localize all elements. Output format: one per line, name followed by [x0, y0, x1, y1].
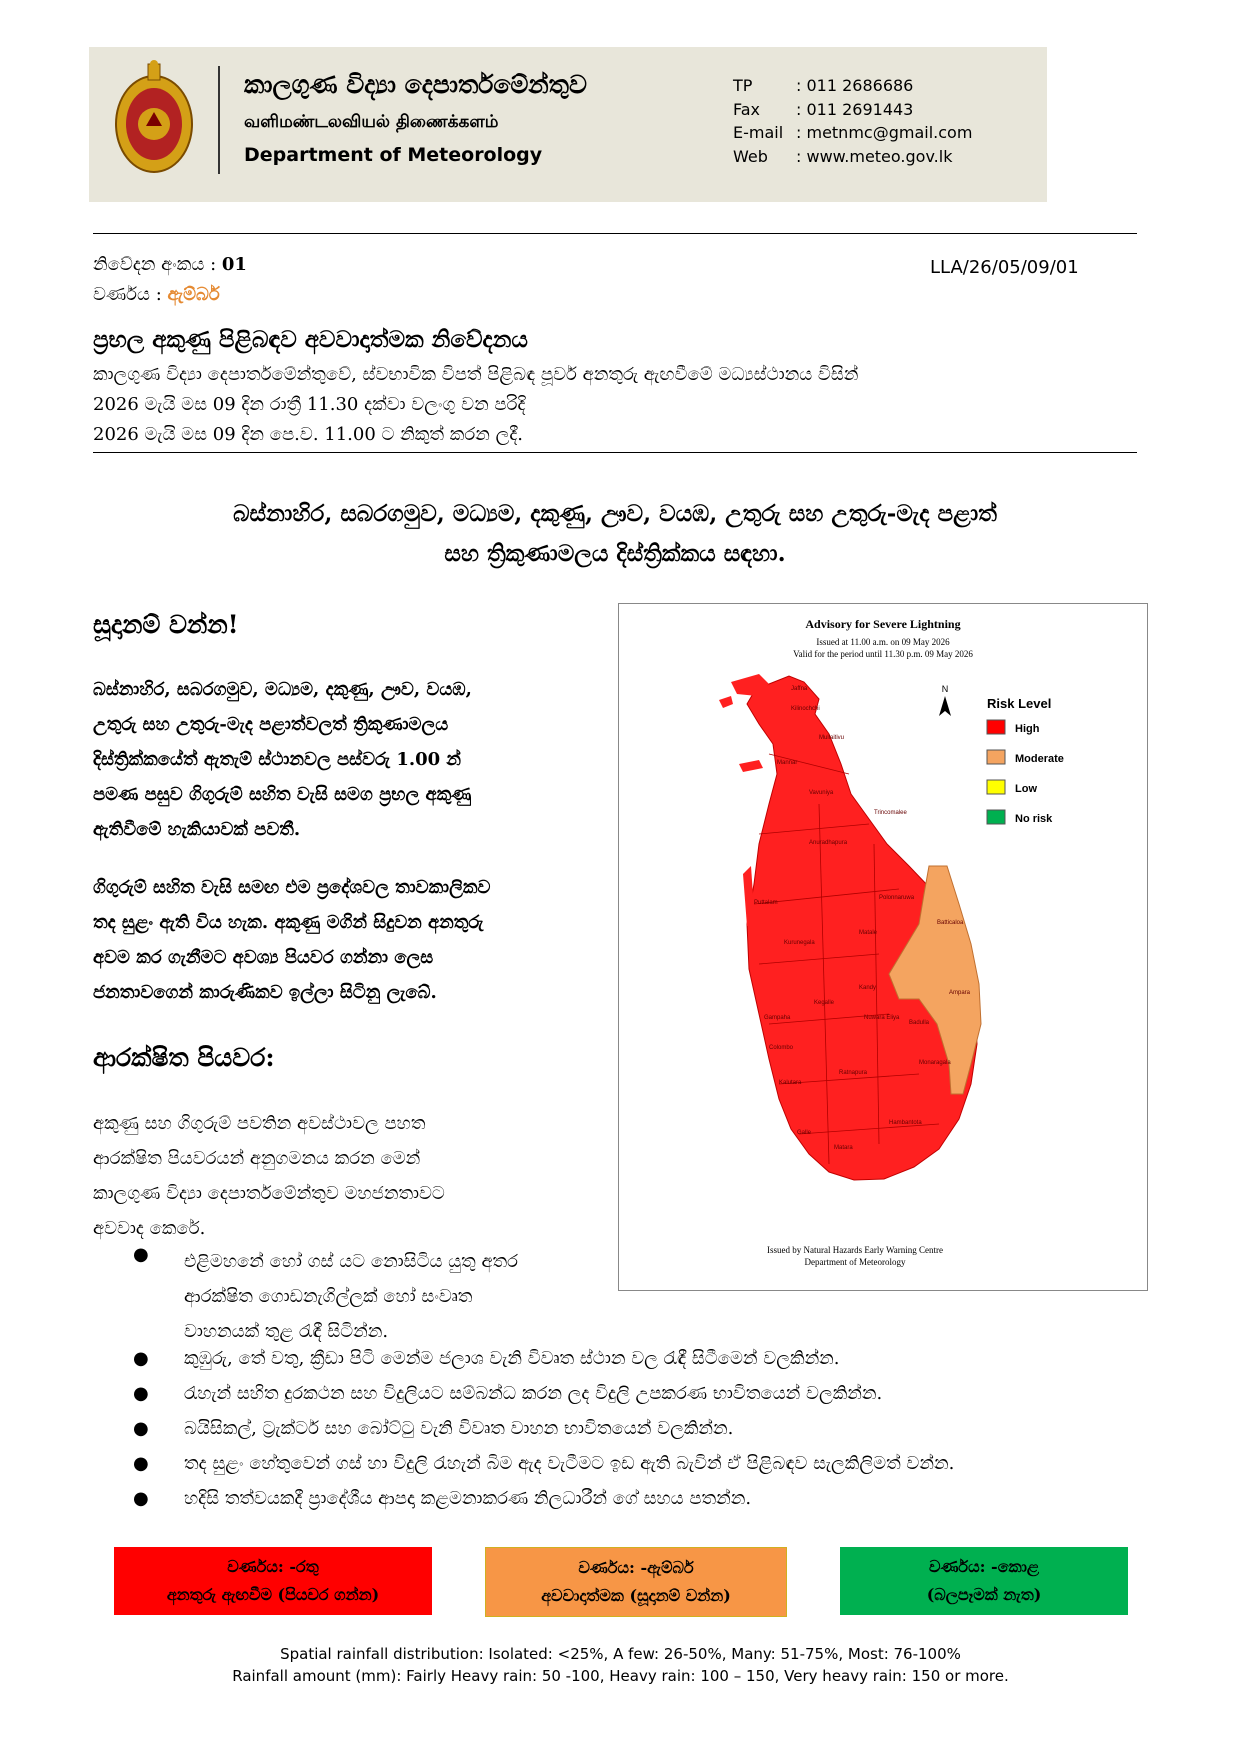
district-label: Badulla — [909, 1020, 930, 1026]
bullet-item: හදිසි තත්වයකදී ප්‍රාදේශීය ආපදා කළමනාකරණ නිලධාරීන් ගේ සහය පතන්න. — [184, 1488, 752, 1509]
legend-amber-line1: වර්ණය: -ඇම්බර් — [578, 1558, 694, 1577]
map-legend — [987, 720, 1064, 825]
footer-distribution: Spatial rainfall distribution: Isolated: <25%, A few: 26-50%, Many: 51-75%, Most: 76-100% — [280, 1645, 961, 1663]
contact-web[interactable]: : www.meteo.gov.lk — [796, 146, 953, 166]
bullet-line: එළිමහනේ හෝ ගස් යට නොසිටිය යුතු අතර — [184, 1251, 519, 1272]
paragraph-forecast — [93, 672, 591, 847]
legend-swatch-low — [987, 780, 1005, 794]
district-label: Mullaitivu — [819, 735, 845, 741]
notice-issued: 2026 මැයි මස 09 දින පෙ.ව. 11.00 ට නිකුත් කරන ලදී. — [93, 424, 524, 445]
bullet-icon: ● — [133, 1453, 149, 1474]
district-label: Vavuniya — [809, 790, 834, 796]
legend-label: Moderate — [1015, 753, 1064, 765]
paragraph-line: ආරක්ෂිත පියවරයන් අනුගමනය කරන මෙන් — [93, 1148, 421, 1169]
map-valid: Valid for the period until 11.30 p.m. 09 May 2026 — [793, 649, 973, 659]
district-label: Trincomalee — [874, 810, 907, 816]
header-divider — [218, 66, 220, 174]
contact-email[interactable]: : metnmc@gmail.com — [796, 123, 973, 142]
paragraph-line: අවම කර ගැනීමට අවශ්‍ය පියවර ගන්නා ලෙස — [93, 947, 434, 968]
heading-measures: ආරක්ෂිත පියවර: — [93, 1043, 275, 1072]
paragraph-advice — [93, 1106, 591, 1246]
district-label: Monaragala — [919, 1060, 951, 1066]
contact-fax: : 011 2691443 — [796, 99, 914, 119]
legend-swatch-moderate — [987, 750, 1005, 764]
district-label: Batticaloa — [937, 920, 964, 926]
contact-phone: : 011 2686686 — [796, 76, 914, 95]
district-label: Kurunegala — [784, 940, 815, 946]
district-label: Ratnapura — [839, 1070, 868, 1076]
legend-label: No risk — [1015, 813, 1053, 825]
paragraph-line: අකුණු සහ ගිගුරුම් පවතින අවස්ථාවල පහත — [93, 1113, 426, 1134]
contact-block — [733, 74, 972, 168]
notice-title: ප්‍රභල අකුණු පිළිබඳව අවවාදාත්මක නිවේදනය — [93, 326, 528, 353]
paragraph-warning — [93, 870, 591, 1010]
notice-subtitle-1: කාලගුණ විද්‍යා දෙපාර්තමේන්තුවේ, ස්වභාවික විපත් පිළිබඳ පූර්ව අනතුරු ඇඟවීමේ මධ්‍යස්ථානය විසින් — [93, 364, 859, 385]
legend-label: Low — [1015, 783, 1037, 795]
lightning-risk-map — [618, 603, 1148, 1291]
map-issued: Issued at 11.00 a.m. on 09 May 2026 — [816, 637, 950, 647]
bullet-icon: ● — [133, 1383, 149, 1404]
mannar-islet — [739, 760, 763, 772]
notice-color-value: ඇම්බර් — [167, 284, 220, 305]
district-label: Kilinochchi — [791, 706, 820, 712]
bullet-icon: ● — [133, 1418, 149, 1439]
legend-title: Risk Level — [987, 696, 1052, 711]
footer-amount: Rainfall amount (mm): Fairly Heavy rain: 50 -100, Heavy rain: 100 – 150, Very heavy rain: 150 or more. — [232, 1667, 1009, 1685]
district-label: Galle — [797, 1130, 812, 1136]
bullet-item: රැහැන් සහිත දුරකථන සහ විදුලියට සම්බන්ධ කරන ලද විදුලි උපකරණ භාවිතයෙන් වලකින්න. — [184, 1383, 883, 1404]
bullet-line: ආරක්ෂිත ගොඩනැගිල්ලක් හෝ සංවෘත — [184, 1286, 473, 1307]
contact-key: Fax — [733, 99, 761, 119]
heading-attention: සූදානම් වන්න! — [93, 610, 239, 639]
paragraph-line: කාලගුණ විද්‍යා දෙපාර්තමේන්තුව මහජනතාවට — [93, 1183, 445, 1204]
bullet-icon: ● — [133, 1244, 149, 1265]
region-line-2: සහ ත්‍රිකුණාමලය දිස්ත්‍රික්කය සඳහා. — [444, 540, 786, 567]
map-canvas — [619, 604, 1147, 1290]
bullet-icon: ● — [133, 1348, 149, 1369]
district-label: Colombo — [769, 1045, 794, 1051]
paragraph-line: බස්නාහිර, සබරගමුව, මධ්‍යම, දකුණු, ඌව, වයඹ, — [93, 679, 472, 700]
district-label: Hambantota — [889, 1120, 922, 1126]
contact-key: TP — [733, 76, 753, 95]
notice-color — [93, 284, 220, 305]
legend-swatch-no-risk — [987, 810, 1005, 824]
north-label: N — [941, 684, 949, 694]
legend-label: High — [1015, 723, 1040, 735]
district-label: Anuradhapura — [809, 840, 848, 846]
legend-amber-line2: අවවාදාත්මක (සූදානම් වන්න) — [541, 1586, 731, 1605]
legend-swatch-high — [987, 720, 1005, 734]
bullet-item — [184, 1244, 590, 1349]
legend-amber-advisory — [485, 1547, 787, 1617]
district-label: Gampaha — [764, 1015, 791, 1021]
org-name-english: Department of Meteorology — [244, 144, 543, 166]
paragraph-line: පමණ පසුව ගිගුරුම් සහිත වැසි සමග ප්‍රභල අකුණු — [93, 784, 472, 805]
paragraph-line: අවවාද කෙරේ. — [93, 1218, 206, 1239]
legend-red-line2: අනතුරු ඇඟවීම (පියවර ගන්න) — [166, 1585, 380, 1604]
notice-validity: 2026 මැයි මස 09 දින රාත්‍රී 11.30 දක්වා වලංගු වන පරිදි — [93, 394, 526, 415]
district-label: Nuwara Eliya — [864, 1015, 900, 1021]
bullet-line: වාහනයක් තුළ රැඳී සිටින්න. — [184, 1321, 389, 1342]
paragraph-line: ගිගුරුම් සහිත වැසි සමඟ එම ප්‍රදේශවල තාවකාලිකව — [93, 877, 491, 898]
paragraph-line: තද සුළං ඇති විය හැක. අකුණු මගින් සිදුවන අනතුරු — [93, 912, 484, 933]
legend-red-line1: වර්ණය: -රතු — [227, 1557, 319, 1576]
map-credit-2: Department of Meteorology — [804, 1257, 906, 1267]
island-islet — [719, 696, 733, 708]
district-label: Kegalle — [814, 1000, 835, 1006]
contact-key: Web — [733, 146, 768, 166]
sri-lanka-emblem-icon — [112, 60, 196, 178]
legend-green-line2: (බලපෑමක් නැත) — [926, 1585, 1042, 1604]
north-arrow-icon — [939, 684, 951, 716]
legend-red-warning — [114, 1547, 432, 1615]
notice-number-value: 01 — [221, 254, 247, 275]
paragraph-line: දිස්ත්‍රික්කයේත් ඇතැම් ස්ථානවල පස්වරු 1.00 න් — [93, 749, 462, 770]
notice-number-label: නිවේදන අංකය : — [93, 254, 222, 275]
bullet-item: බයිසිකල්, ට්‍රැක්ටර් සහ බෝට්ටු වැනි විවෘත වාහන භාවිතයෙන් වලකින්න. — [184, 1418, 734, 1439]
notice-reference: LLA/26/05/09/01 — [930, 257, 1079, 278]
bullet-item: කුඹුරු, තේ වතු, ක්‍රීඩා පිටි මෙන්ම ජලාශ වැනි විවෘත ස්ථාන වල රැඳී සිටීමෙන් වලකින්න. — [184, 1348, 840, 1369]
legend-green-line1: වර්ණය: -කොළ — [928, 1557, 1040, 1576]
district-label: Ampara — [949, 990, 971, 996]
bullet-icon: ● — [133, 1488, 149, 1509]
district-label: Kandy — [859, 985, 877, 991]
contact-key: E-mail — [733, 123, 784, 142]
paragraph-line: ඇතිවීමේ හැකියාවක් පවතී. — [93, 819, 301, 840]
divider — [93, 233, 1137, 234]
district-label: Polonnaruwa — [879, 895, 915, 901]
district-label: Jaffna — [791, 686, 808, 692]
org-name-tamil: வளிமண்டலவியல் திணைக்களம் — [244, 112, 499, 132]
district-label: Puttalam — [754, 900, 778, 906]
bullet-item: තද සුළං හේතුවෙන් ගස් හා විදුලි රැහැන් බිම ඇද වැටීමට ඉඩ ඇති බැවින් ඒ පිළිබඳව සැලකිලිමත් වන්න. — [184, 1453, 955, 1474]
divider — [93, 452, 1137, 453]
district-label: Matale — [859, 930, 878, 936]
org-name-sinhala: කාලගුණ විද්‍යා දෙපාර්තමේන්තුව — [244, 70, 587, 99]
notice-number — [93, 254, 247, 275]
map-credit-1: Issued by Natural Hazards Early Warning Centre — [766, 1245, 944, 1255]
notice-color-label: වර්ණය : — [93, 284, 168, 305]
paragraph-line: උතුරු සහ උතුරු-මැද පළාත්වලත් ත්‍රිකුණාමලය — [93, 714, 449, 735]
district-label: Kalutara — [779, 1080, 802, 1086]
district-label: Mannar — [777, 760, 798, 766]
region-line-1: බස්නාහිර, සබරගමුව, මධ්‍යම, දකුණු, ඌව, වයඹ, උතුරු සහ උතුරු-මැද පළාත් — [233, 500, 997, 527]
map-title: Advisory for Severe Lightning — [805, 617, 961, 631]
district-label: Matara — [834, 1145, 853, 1151]
paragraph-line: ජනතාවගෙන් කාරුණිකව ඉල්ලා සිටිනු ලැබේ. — [93, 982, 437, 1003]
legend-green-none — [840, 1547, 1128, 1615]
